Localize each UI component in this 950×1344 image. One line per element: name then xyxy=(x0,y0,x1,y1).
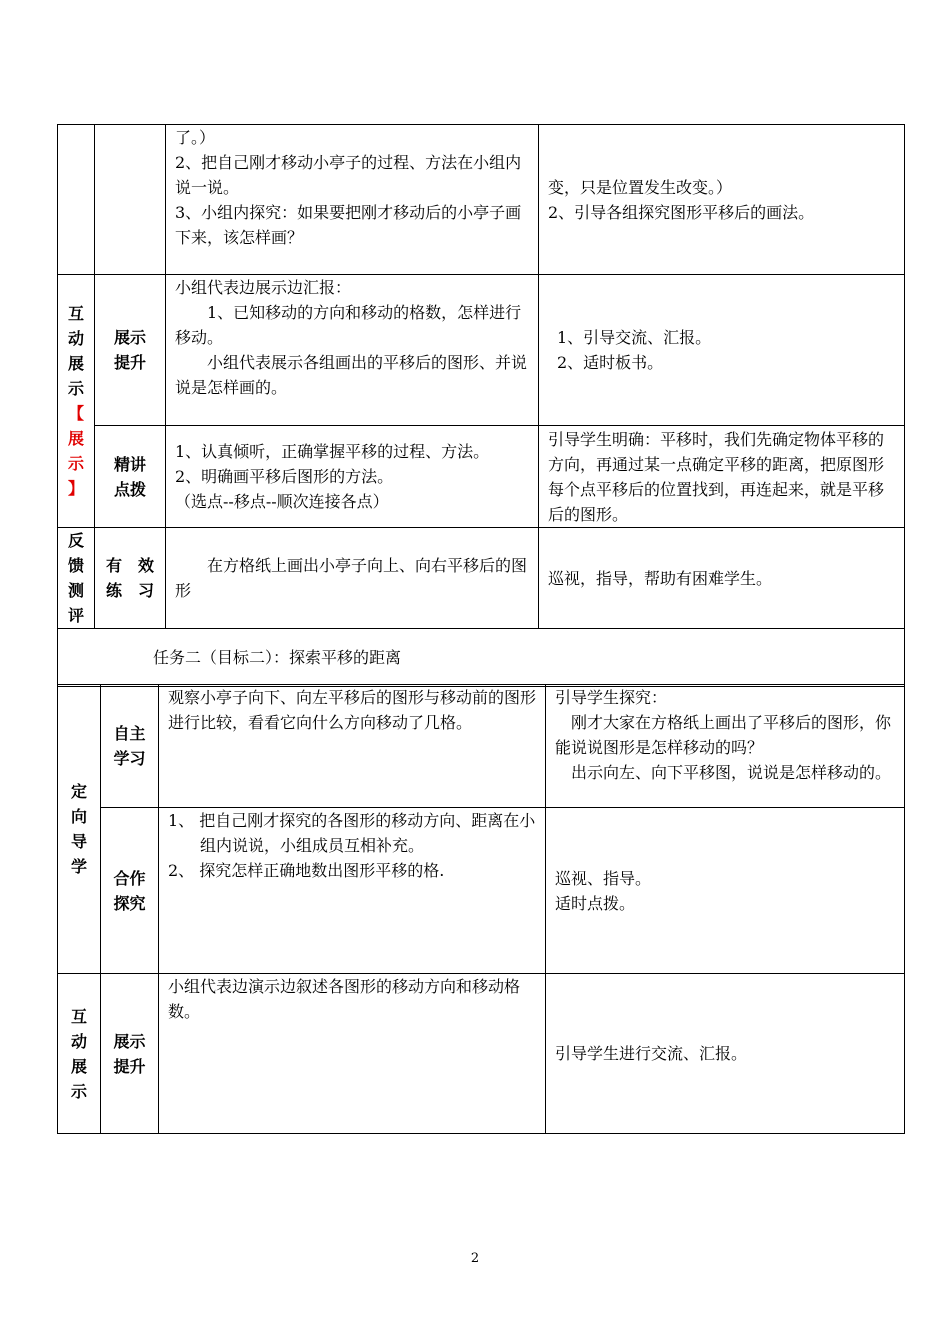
teacher-activity-line: 刚才大家在方格纸上画出了平移后的图形，你能说说图形是怎样移动的吗？ xyxy=(555,713,892,757)
teacher-activity-line: 2、引导各组探究图形平移后的画法。 xyxy=(548,202,815,222)
student-activity-cell xyxy=(159,808,546,974)
teacher-activity-cell xyxy=(546,808,905,974)
student-activity-line: 1、 把自己刚才探究的各图形的移动方向、距离在小组内说说，小组成员互相补充。 xyxy=(168,811,536,855)
student-activity-text: 在方格纸上画出小亭子向上、向右平移后的图形 xyxy=(175,556,528,600)
section-label-interactive-display: 互 动 展 示 【 展 示 】 xyxy=(58,275,95,528)
sub-label-cooperative-exploration: 合作 探究 xyxy=(101,808,159,974)
lesson-table-1 xyxy=(57,124,905,687)
teacher-activity-text: 引导学生明确：平移时，我们先确定物体平移的方向，再通过某一点确定平移的距离，把原图形每个点平移后的位置找到，再连起来，就是平移后的图形。 xyxy=(548,429,885,524)
table-row xyxy=(58,629,905,687)
student-activity-line: 2、明确画平移后图形的方法。 xyxy=(175,467,394,486)
student-activity-line: （选点--移点--顺次连接各点） xyxy=(175,492,389,511)
teacher-activity-text: 引导学生进行交流、汇报。 xyxy=(555,1044,748,1063)
student-activity-line: 2、 探究怎样正确地数出图形平移的格. xyxy=(168,861,445,880)
student-activity-line: 小组代表展示各组画出的平移后的图形、并说说是怎样画的。 xyxy=(175,353,528,397)
sub-label-self-study: 自主 学习 xyxy=(101,685,159,808)
table-row xyxy=(58,685,905,808)
student-activity-cell xyxy=(159,685,546,808)
teacher-activity-line: 引导学生探究： xyxy=(555,688,668,707)
table-row xyxy=(58,528,905,629)
student-activity-cell xyxy=(166,275,539,426)
student-activity-cell xyxy=(159,974,546,1134)
sub-label-effective-practice: 有 效 练 习 xyxy=(95,528,166,629)
task-title-cell xyxy=(58,629,905,687)
task-title: 任务二（目标二）：探索平移的距离 xyxy=(153,648,402,667)
table-row xyxy=(58,125,905,275)
teacher-activity-cell xyxy=(539,275,905,426)
sub-label-display-improve-2: 展示 提升 xyxy=(101,974,159,1134)
student-activity-line: 1、已知移动的方向和移动的格数，怎样进行移动。 xyxy=(175,303,522,347)
section-label-feedback: 反 馈 测 评 xyxy=(58,528,95,629)
teacher-activity-line: 出示向左、向下平移图，说说是怎样移动的。 xyxy=(571,763,892,782)
red-bracket-label: 【 xyxy=(67,404,84,423)
teacher-activity-cell xyxy=(539,426,905,528)
student-activity-text: 小组代表边演示边叙述各图形的移动方向和移动格数。 xyxy=(168,977,521,1021)
student-activity-line: 2、把自己刚才移动小亭子的过程、方法在小组内说一说。 xyxy=(175,153,522,197)
sub-label-display-improve: 展示 提升 xyxy=(95,275,166,426)
lesson-table-2 xyxy=(57,684,905,1134)
teacher-activity-cell xyxy=(539,125,905,275)
teacher-activity-line: 变，只是位置发生改变。） xyxy=(548,177,733,197)
teacher-activity-line: 巡视、指导。 xyxy=(555,868,652,888)
student-activity-line: 1、认真倾听，正确掌握平移的过程、方法。 xyxy=(175,442,490,461)
section-label-interactive-display-2: 互 动 展 示 xyxy=(58,974,101,1134)
teacher-activity-cell xyxy=(546,974,905,1134)
blank-cell xyxy=(58,125,95,275)
student-activity-line: 了。） xyxy=(175,128,216,147)
table-row xyxy=(58,974,905,1134)
blank-cell xyxy=(95,125,166,275)
teacher-activity-text: 巡视，指导，帮助有困难学生。 xyxy=(548,568,773,588)
sub-label-explain-guide: 精讲 点拨 xyxy=(95,426,166,528)
teacher-activity-line: 1、引导交流、汇报。 xyxy=(557,328,712,347)
table-row xyxy=(58,808,905,974)
table-row xyxy=(58,426,905,528)
table-row xyxy=(58,275,905,426)
teacher-activity-line: 适时点拨。 xyxy=(555,893,636,913)
student-activity-line: 3、小组内探究：如果要把刚才移动后的小亭子画下来，该怎样画？ xyxy=(175,203,522,247)
student-activity-text: 观察小亭子向下、向左平移后的图形与移动前的图形进行比较，看看它向什么方向移动了几格。 xyxy=(168,688,537,732)
section-label-guided-learning: 定 向 导 学 xyxy=(58,685,101,974)
student-activity-cell xyxy=(166,528,539,629)
teacher-activity-cell xyxy=(546,685,905,808)
student-activity-cell xyxy=(166,426,539,528)
student-activity-line: 小组代表边展示边汇报： xyxy=(175,278,352,297)
page-number: 2 xyxy=(470,1251,480,1266)
teacher-activity-line: 2、适时板书。 xyxy=(557,353,664,372)
teacher-activity-cell xyxy=(539,528,905,629)
student-activity-cell xyxy=(166,125,539,275)
